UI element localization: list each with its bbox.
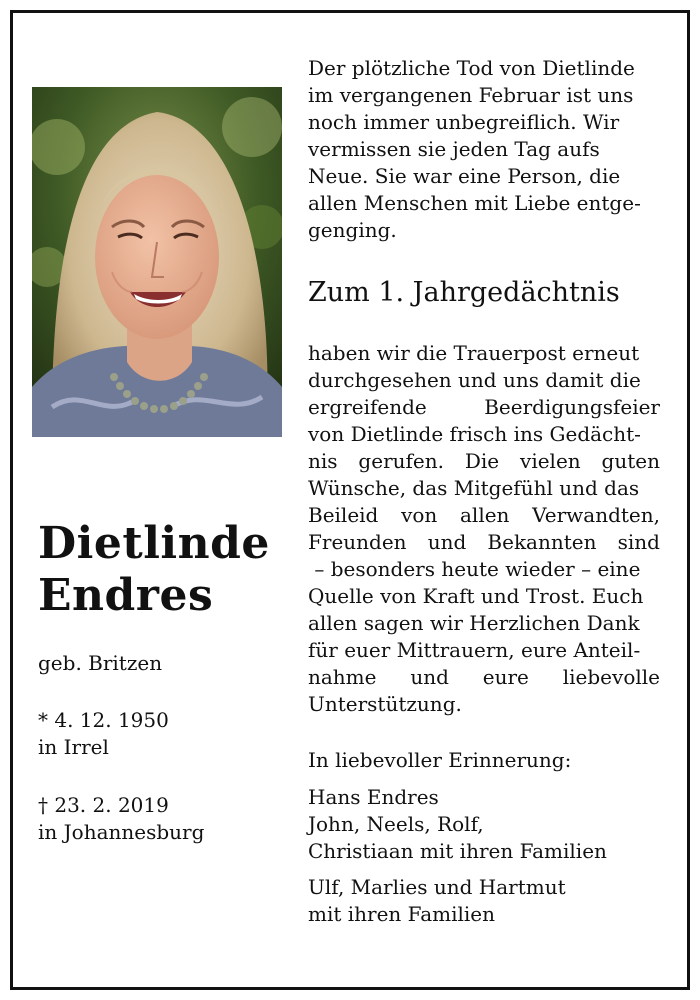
last-name: Endres — [38, 570, 214, 621]
intro-paragraph — [308, 55, 660, 244]
text-line: Neue. Sie war eine Person, die — [308, 164, 621, 188]
first-name: Dietlinde — [38, 518, 270, 569]
text-line: Freunden und Bekannten sind — [308, 530, 660, 554]
maiden-name: geb. Britzen — [38, 651, 163, 675]
text-line: genging. — [308, 218, 397, 242]
text-line: von Dietlinde frisch ins Gedächt- — [308, 422, 641, 446]
text-line: im vergangenen Februar ist uns — [308, 83, 634, 107]
text-line: Wünsche, das Mitgefühl und das — [308, 476, 640, 500]
signature-line: Ulf, Marlies und Hartmut — [308, 875, 566, 899]
signature-line: Christiaan mit ihren Familien — [308, 839, 607, 863]
text-line: Quelle von Kraft und Trost. Euch — [308, 584, 644, 608]
portrait-photo — [32, 87, 282, 437]
text-line: Unterstützung. — [308, 692, 462, 716]
death-place: in Johannesburg — [38, 820, 205, 844]
body-paragraph — [308, 340, 660, 718]
signature-group-2 — [308, 874, 660, 928]
text-line: nis gerufen. Die vielen guten — [308, 449, 660, 473]
anniversary-heading: Zum 1. Jahrgedächtnis — [308, 277, 620, 308]
text-line: – besonders heute wieder – eine — [308, 557, 641, 581]
signature-line: John, Neels, Rolf, — [308, 812, 484, 836]
signature-line: Hans Endres — [308, 785, 439, 809]
text-line: Beileid von allen Verwandten, — [308, 503, 660, 527]
text-line: haben wir die Trauerpost erneut — [308, 341, 640, 365]
text-line: ergreifende Beerdigungsfeier — [308, 395, 660, 419]
signature-group-1 — [308, 784, 660, 865]
text-line: durchgesehen und uns damit die — [308, 368, 641, 392]
text-line: nahme und eure liebevolle — [308, 665, 660, 689]
text-line: vermissen sie jeden Tag aufs — [308, 137, 600, 161]
birth-date: * 4. 12. 1950 — [38, 708, 169, 732]
text-line: allen Menschen mit Liebe entge- — [308, 191, 641, 215]
birth-place: in Irrel — [38, 735, 109, 759]
death-info — [38, 792, 204, 846]
birth-info — [38, 707, 169, 761]
text-line: noch immer unbegreiflich. Wir — [308, 110, 620, 134]
signature-line: mit ihren Familien — [308, 902, 495, 926]
death-date: † 23. 2. 2019 — [38, 793, 169, 817]
text-line: allen sagen wir Herzlichen Dank — [308, 611, 640, 635]
deceased-name — [38, 518, 270, 622]
closing-line: In liebevoller Erinnerung: — [308, 748, 572, 772]
text-line: Der plötzliche Tod von Dietlinde — [308, 56, 635, 80]
text-line: für euer Mittrauern, eure Anteil- — [308, 638, 641, 662]
